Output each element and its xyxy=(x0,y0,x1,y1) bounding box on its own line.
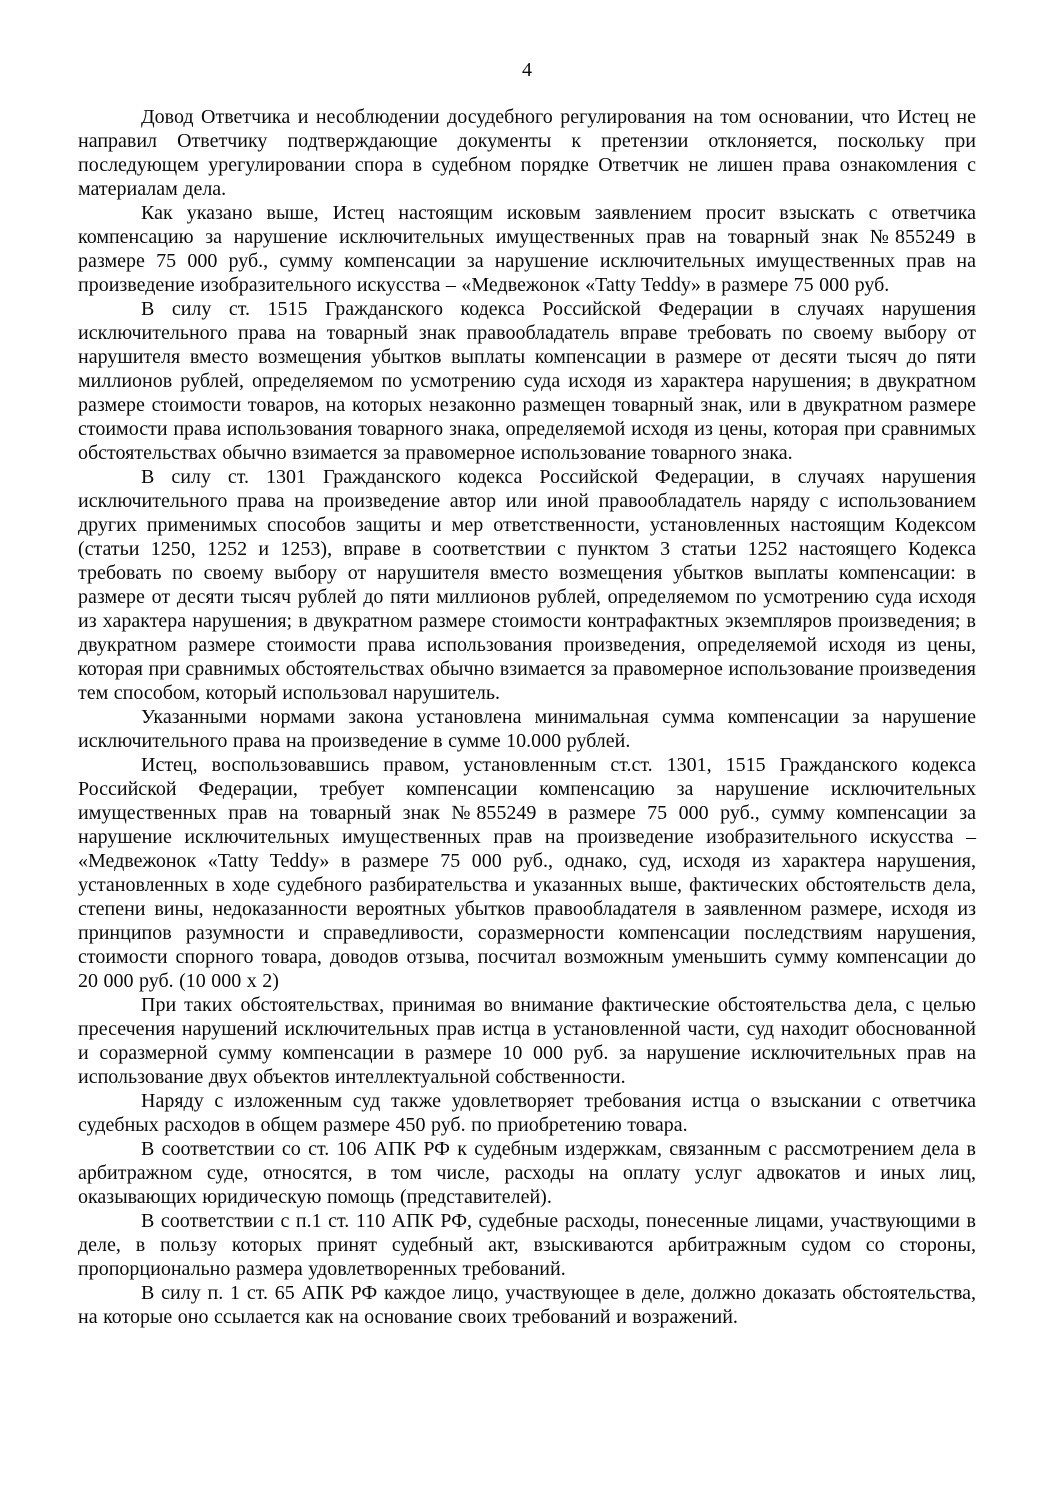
paragraph-claim-summary: Как указано выше, Истец настоящим исковым заявлением просит взыскать с ответчика компенсацию за нарушение исключительных имущественных прав на товарный знак №855249 в размере 75 000 руб., сумму компенсации за нарушение исключительных имущественных прав на произведение изобразительного искусства – «Медвежонок «Tatty Teddy» в размере 75 000 руб. xyxy=(78,202,976,296)
paragraph-minimum-compensation: Указанными нормами закона установлена минимальная сумма компенсации за нарушение исключительного права на произведение в сумме 10.000 рублей. xyxy=(78,706,976,752)
paragraph-article-110-apk: В соответствии с п.1 ст. 110 АПК РФ, судебные расходы, понесенные лицами, участвующими в деле, в пользу которых принят судебный акт, взыскиваются арбитражным судом со стороны, пропорционально размера удовлетворенных требований. xyxy=(78,1210,976,1280)
paragraph-compensation-reduction: Истец, воспользовавшись правом, установленным ст.ст. 1301, 1515 Гражданского кодекса Российской Федерации, требует компенсации компенсацию за нарушение исключительных имущественных прав на товарный знак №855249 в размере 75 000 руб., сумму компенсации за нарушение исключительных имущественных прав на произведение изобразительного искусства – «Медвежонок «Tatty Teddy» в размере 75 000 руб., однако, суд, исходя из характера нарушения, установленных в ходе судебного разбирательства и указанных выше, фактических обстоятельств дела, степени вины, недоказанности вероятных убытков правообладателя в заявленном размере, исходя из принципов разумности и справедливости, соразмерности компенсации последствиям нарушения, стоимости спорного товара, доводов отзыва, посчитал возможным уменьшить сумму компенсации до 20 000 руб. (10 000 х 2) xyxy=(78,754,976,992)
paragraph-article-65-apk: В силу п. 1 ст. 65 АПК РФ каждое лицо, участвующее в деле, должно доказать обстоятельства, на которые оно ссылается как на основание своих требований и возражений. xyxy=(78,1282,976,1328)
paragraph-court-costs-450: Наряду с изложенным суд также удовлетворяет требования истца о взыскании с ответчика судебных расходов в общем размере 450 руб. по приобретению товара. xyxy=(78,1090,976,1136)
paragraph-article-1301: В силу ст. 1301 Гражданского кодекса Российской Федерации, в случаях нарушения исключительного права на произведение автор или иной правообладатель наряду с использованием других применимых способов защиты и мер ответственности, установленных настоящим Кодексом (статьи 1250, 1252 и 1253), вправе в соответствии с пунктом 3 статьи 1252 настоящего Кодекса требовать по своему выбору от нарушителя вместо возмещения убытков выплаты компенсации: в размере от десяти тысяч рублей до пяти миллионов рублей, определяемом по усмотрению суда исходя из характера нарушения; в двукратном размере стоимости контрафактных экземпляров произведения; в двукратном размере стоимости права использования произведения, определяемой исходя из цены, которая при сравнимых обстоятельствах обычно взимается за правомерное использование произведения тем способом, который использовал нарушитель. xyxy=(78,466,976,704)
paragraph-court-finding: При таких обстоятельствах, принимая во внимание фактические обстоятельства дела, с целью пресечения нарушений исключительных прав истца в установленной части, суд находит обоснованной и соразмерной сумму компенсации в размере 10 000 руб. за нарушение исключительных прав на использование двух объектов интеллектуальной собственности. xyxy=(78,994,976,1088)
paragraph-article-106-apk: В соответствии со ст. 106 АПК РФ к судебным издержкам, связанным с рассмотрением дела в арбитражном суде, относятся, в том числе, расходы на оплату услуг адвокатов и иных лиц, оказывающих юридическую помощь (представителей). xyxy=(78,1138,976,1208)
paragraph-pretrial-claim-argument: Довод Ответчика и несоблюдении досудебного регулирования на том основании, что Истец не направил Ответчику подтверждающие документы к претензии отклоняется, поскольку при последующем урегулировании спора в судебном порядке Ответчик не лишен права ознакомления с материалам дела. xyxy=(78,106,976,200)
page-number: 4 xyxy=(522,59,532,81)
paragraph-article-1515: В силу ст. 1515 Гражданского кодекса Российской Федерации в случаях нарушения исключительного права на товарный знак правообладатель вправе требовать по своему выбору от нарушителя вместо возмещения убытков выплаты компенсации в размере от десяти тысяч до пяти миллионов рублей, определяемом по усмотрению суда исходя из характера нарушения; в двукратном размере стоимости товаров, на которых незаконно размещен товарный знак, или в двукратном размере стоимости права использования товарного знака, определяемой исходя из цены, которая при сравнимых обстоятельствах обычно взимается за правомерное использование товарного знака. xyxy=(78,298,976,464)
